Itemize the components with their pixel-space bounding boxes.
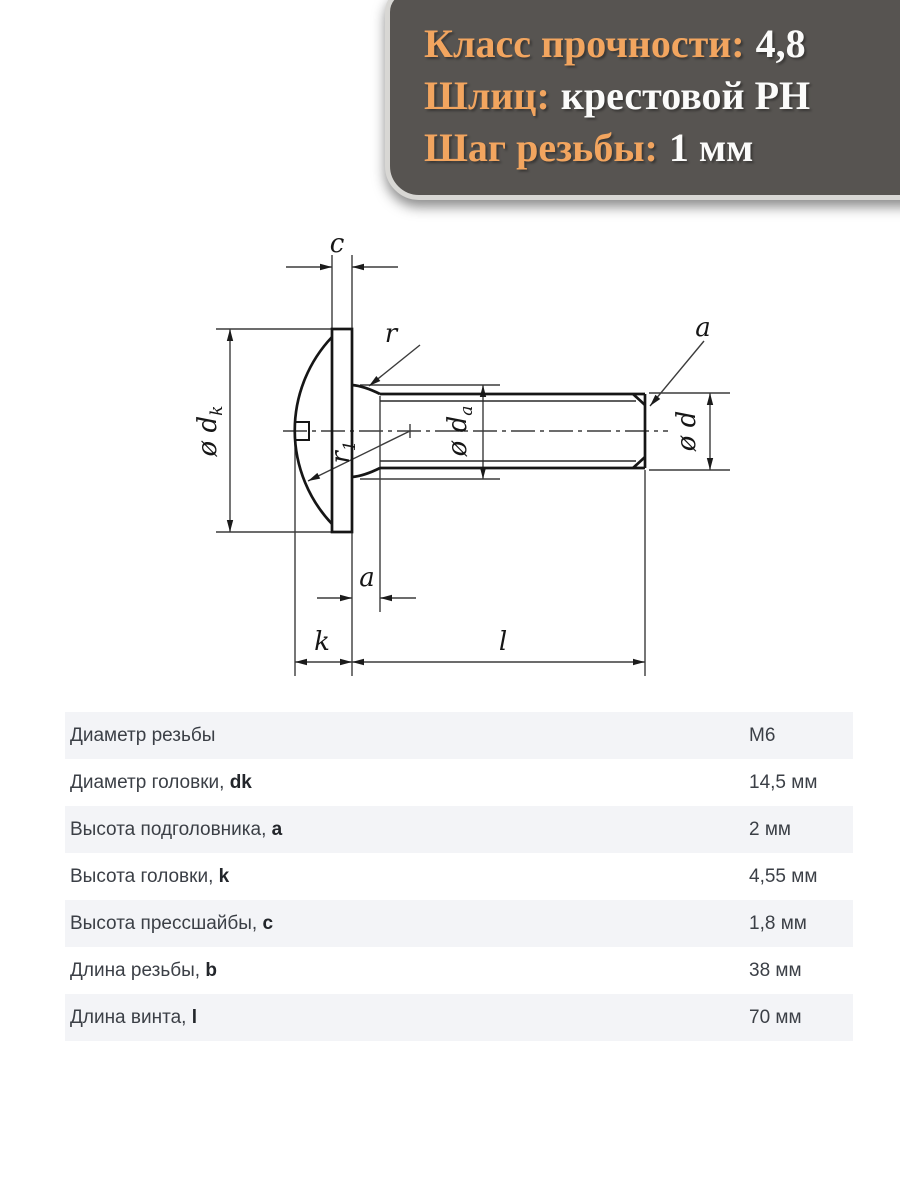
- spec-label: Диаметр резьбы: [70, 724, 216, 746]
- spec-symbol: dk: [229, 771, 252, 793]
- label-r: r: [384, 319, 398, 349]
- end-chamfer-top: [633, 394, 645, 405]
- banner-label: Шлиц:: [424, 73, 550, 118]
- label-a-chamfer: a: [695, 313, 711, 343]
- spec-label: Длина винта,: [70, 1006, 192, 1028]
- label-da: ø $d_a$: [443, 405, 477, 457]
- spec-label: Длина резьбы,: [70, 959, 206, 981]
- label-a-underhead: a: [359, 563, 375, 593]
- banner-label: Шаг резьбы:: [424, 125, 658, 170]
- table-row: [65, 853, 853, 900]
- table-row: [65, 759, 853, 806]
- label-r1: $r_1$: [326, 440, 360, 464]
- banner-line: [424, 18, 900, 70]
- spec-table: [65, 712, 853, 1041]
- spec-value: 2 мм: [749, 818, 791, 840]
- spec-label: Высота подголовника,: [70, 818, 272, 840]
- table-row: [65, 947, 853, 994]
- banner-line: [424, 70, 900, 122]
- spec-label: Диаметр головки,: [70, 771, 230, 793]
- banner-value: 1 мм: [668, 125, 754, 170]
- table-row: [65, 994, 853, 1041]
- spec-value: 14,5 мм: [749, 771, 818, 793]
- banner-label: Класс прочности:: [424, 21, 745, 66]
- spec-label: Высота прессшайбы,: [70, 912, 263, 934]
- info-banner: [385, 0, 900, 200]
- banner-value: 4,8: [755, 21, 806, 66]
- spec-symbol: a: [271, 818, 283, 840]
- banner-line: [424, 122, 900, 174]
- spec-value: 70 мм: [749, 1006, 802, 1028]
- spec-label: Высота головки,: [70, 865, 219, 887]
- spec-value: М6: [749, 724, 776, 746]
- spec-value: 4,55 мм: [749, 865, 818, 887]
- label-dk: ø $d_k$: [193, 405, 227, 457]
- neck-fillet-top: [352, 385, 380, 394]
- label-k: k: [314, 627, 330, 657]
- spec-symbol: l: [191, 1006, 197, 1028]
- spec-symbol: k: [218, 865, 230, 887]
- neck-fillet-bottom: [352, 468, 380, 477]
- banner-value: крестовой PH: [560, 73, 811, 118]
- spec-value: 38 мм: [749, 959, 802, 981]
- dimension-lines: [216, 255, 730, 676]
- table-row: [65, 806, 853, 853]
- spec-symbol: c: [262, 912, 274, 934]
- label-l: l: [498, 627, 508, 657]
- table-row: [65, 712, 853, 759]
- label-c: c: [329, 229, 345, 259]
- center-line: [283, 424, 668, 438]
- label-d: ø d: [672, 410, 702, 452]
- spec-value: 1,8 мм: [749, 912, 807, 934]
- table-row: [65, 900, 853, 947]
- spec-symbol: b: [205, 959, 217, 981]
- end-chamfer-bottom: [633, 457, 645, 468]
